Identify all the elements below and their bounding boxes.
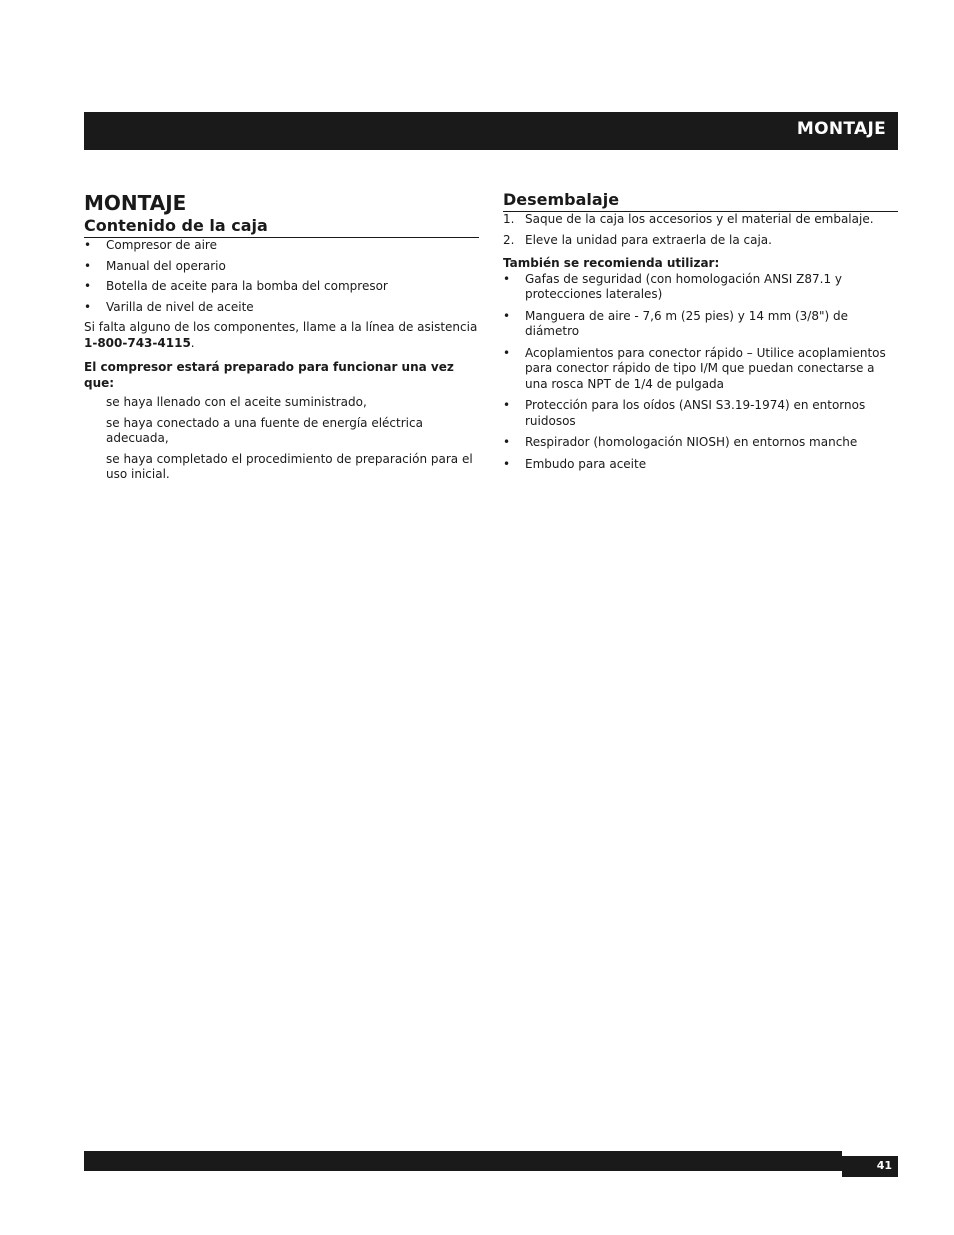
list-item: • Embudo para aceite xyxy=(503,456,647,471)
left-column xyxy=(84,190,479,488)
recommend-list xyxy=(503,272,898,473)
section-header-title: MONTAJE xyxy=(796,119,886,139)
list-item: se haya completado el procedimiento de preparación para el uso inicial. xyxy=(106,451,473,481)
contents-list xyxy=(84,238,479,315)
step-number: 1. xyxy=(503,212,515,226)
bullet-mark: • xyxy=(84,238,92,252)
page-title: MONTAJE xyxy=(84,191,187,215)
ready-conditions-list xyxy=(84,395,479,483)
recommend-heading: También se recomienda utilizar: xyxy=(503,256,720,270)
page-number: 41 xyxy=(876,1159,892,1172)
bullet-mark: • xyxy=(84,299,92,314)
contents-heading: Contenido de la caja xyxy=(84,216,479,238)
right-column xyxy=(503,190,898,478)
ready-heading: El compresor estará preparado para funcionar una vez que: xyxy=(84,360,454,390)
bullet-mark: • xyxy=(503,308,511,323)
page-number-box xyxy=(842,1156,898,1177)
bullet-mark: • xyxy=(503,398,511,412)
bullet-mark: • xyxy=(84,279,92,293)
bullet-mark: • xyxy=(503,271,511,286)
footer-bar xyxy=(84,1151,842,1171)
helpline-phone: 1-800-743-4115 xyxy=(84,335,191,350)
list-item: • Acoplamientos para conector rápido – Utilice acoplamientos para conector rápido de tipo I/M que puedan conectarse a una rosca NPT de 1/4 de pulgada xyxy=(503,345,886,391)
unpacking-heading: Desembalaje xyxy=(503,190,898,212)
bullet-mark: • xyxy=(503,345,511,360)
bullet-mark: • xyxy=(503,435,511,449)
section-header-bar xyxy=(84,112,898,150)
list-item: • Manual del operario xyxy=(84,258,226,273)
list-item: • Respirador (homologación NIOSH) en entornos manche xyxy=(503,435,858,449)
step-number: 2. xyxy=(503,232,515,247)
step-item: 2. Eleve la unidad para extraerla de la caja. xyxy=(503,232,772,247)
list-item: se haya conectado a una fuente de energía eléctrica adecuada, xyxy=(106,415,423,445)
bullet-mark: • xyxy=(503,456,511,471)
unpacking-steps xyxy=(503,212,898,248)
list-item: • Manguera de aire - 7,6 m (25 pies) y 14 mm (3/8") de diámetro xyxy=(503,308,848,338)
list-item: • Botella de aceite para la bomba del compresor xyxy=(84,279,388,293)
list-item: • Gafas de seguridad (con homologación ANSI Z87.1 y protecciones laterales) xyxy=(503,271,843,301)
list-item: se haya llenado con el aceite suministrado, xyxy=(106,395,367,409)
missing-parts-note: Si falta alguno de los componentes, llame a la línea de asistencia 1-800-743-4115. xyxy=(84,320,478,350)
list-item: • Protección para los oídos (ANSI S3.19-1974) en entornos ruidosos xyxy=(503,398,866,428)
step-item: 1. Saque de la caja los accesorios y el material de embalaje. xyxy=(503,212,874,226)
bullet-mark: • xyxy=(84,258,92,273)
list-item: • Varilla de nivel de aceite xyxy=(84,299,254,314)
list-item: • Compresor de aire xyxy=(84,238,217,252)
